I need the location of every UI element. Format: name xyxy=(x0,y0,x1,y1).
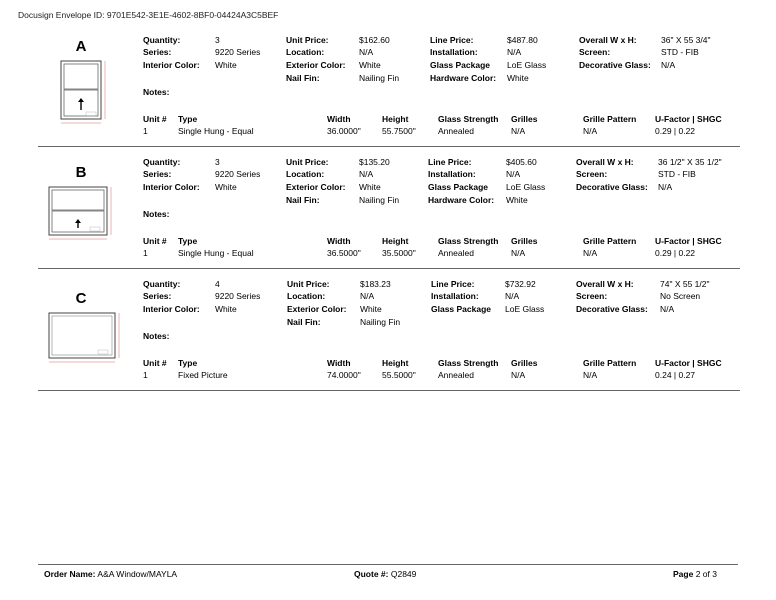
unit-no-value: 1 xyxy=(143,370,148,380)
exterior-color-value: White xyxy=(359,60,381,70)
installation-value: N/A xyxy=(505,291,520,301)
location-value: N/A xyxy=(360,291,375,301)
col-glass-strength: Glass Strength xyxy=(438,358,499,368)
quantity-label: Quantity: xyxy=(143,157,181,167)
notes-label: Notes: xyxy=(143,331,170,341)
order-name-label: Order Name: xyxy=(44,569,96,579)
page-value: 2 of 3 xyxy=(695,569,717,579)
grilles-value: N/A xyxy=(511,370,526,380)
unit-price-value: $135.20 xyxy=(359,157,390,167)
unit-price-label: Unit Price: xyxy=(286,35,329,45)
glass-package-value: LoE Glass xyxy=(505,304,545,314)
type-value: Single Hung - Equal xyxy=(178,126,254,136)
grilles-value: N/A xyxy=(511,126,526,136)
interior-color-value: White xyxy=(215,304,237,314)
glass-package-value: LoE Glass xyxy=(506,182,546,192)
location-label: Location: xyxy=(287,291,326,301)
nail-fin-value: Nailing Fin xyxy=(359,73,400,83)
quantity-value: 3 xyxy=(215,35,220,45)
screen-value: No Screen xyxy=(660,291,701,301)
location-value: N/A xyxy=(359,169,374,179)
col-ufactor: U-Factor | SHGC xyxy=(655,358,722,368)
item-letter: A xyxy=(75,38,87,55)
screen-value: STD - FIB xyxy=(661,47,699,57)
line-price-value: $732.92 xyxy=(505,279,536,289)
col-grilles: Grilles xyxy=(511,114,538,124)
nail-fin-value: Nailing Fin xyxy=(360,317,401,327)
unit-price-label: Unit Price: xyxy=(287,279,330,289)
window-thumbnail-single-hung xyxy=(46,184,122,244)
interior-color-label: Interior Color: xyxy=(143,60,200,70)
installation-value: N/A xyxy=(506,169,521,179)
glass-package-label: Glass Package xyxy=(430,60,491,70)
page-footer xyxy=(38,564,738,579)
quantity-value: 3 xyxy=(215,157,220,167)
col-grille-pattern: Grille Pattern xyxy=(583,236,637,246)
overall-label: Overall W x H: xyxy=(579,35,637,45)
series-label: Series: xyxy=(143,169,172,179)
installation-label: Installation: xyxy=(428,169,476,179)
hardware-color-value: White xyxy=(506,195,528,205)
page-label: Page xyxy=(673,569,694,579)
col-unit-no: Unit # xyxy=(143,114,167,124)
quantity-value: 4 xyxy=(215,279,220,289)
hardware-color-label: Hardware Color: xyxy=(430,73,497,83)
unit-price-label: Unit Price: xyxy=(286,157,329,167)
nail-fin-value: Nailing Fin xyxy=(359,195,400,205)
height-value: 55.5000" xyxy=(382,370,416,380)
series-value: 9220 Series xyxy=(215,47,261,57)
installation-label: Installation: xyxy=(430,47,478,57)
series-value: 9220 Series xyxy=(215,169,261,179)
col-unit-no: Unit # xyxy=(143,358,167,368)
line-price-label: Line Price: xyxy=(430,35,474,45)
screen-label: Screen: xyxy=(579,47,611,57)
item-letter: B xyxy=(75,164,87,181)
decorative-glass-label: Decorative Glass: xyxy=(579,60,651,70)
grille-pattern-value: N/A xyxy=(583,248,598,258)
decorative-glass-value: N/A xyxy=(660,304,675,314)
col-grilles: Grilles xyxy=(511,236,538,246)
col-height: Height xyxy=(382,114,409,124)
unit-price-value: $162.60 xyxy=(359,35,390,45)
interior-color-label: Interior Color: xyxy=(143,182,200,192)
overall-value: 36 1/2" X 35 1/2" xyxy=(658,157,722,167)
col-width: Width xyxy=(327,358,351,368)
col-type: Type xyxy=(178,358,198,368)
quote-number xyxy=(354,569,416,579)
order-name-value: A&A Window/MAYLA xyxy=(97,569,178,579)
order-name xyxy=(44,569,177,579)
glass-strength-value: Annealed xyxy=(438,370,474,380)
interior-color-label: Interior Color: xyxy=(143,304,200,314)
exterior-color-value: White xyxy=(360,304,382,314)
decorative-glass-value: N/A xyxy=(661,60,676,70)
overall-label: Overall W x H: xyxy=(576,157,634,167)
glass-strength-value: Annealed xyxy=(438,126,474,136)
decorative-glass-label: Decorative Glass: xyxy=(576,182,648,192)
installation-label: Installation: xyxy=(431,291,479,301)
grilles-value: N/A xyxy=(511,248,526,258)
installation-value: N/A xyxy=(507,47,522,57)
ufactor-value: 0.29 | 0.22 xyxy=(655,126,696,136)
nail-fin-label: Nail Fin: xyxy=(287,317,321,327)
notes-label: Notes: xyxy=(143,209,170,219)
grille-pattern-value: N/A xyxy=(583,126,598,136)
height-value: 55.7500" xyxy=(382,126,416,136)
hardware-color-value: White xyxy=(507,73,529,83)
overall-value: 36" X 55 3/4" xyxy=(661,35,711,45)
screen-value: STD - FIB xyxy=(658,169,696,179)
item-letter: C xyxy=(75,290,87,307)
item-divider xyxy=(38,146,740,147)
unit-no-value: 1 xyxy=(143,126,148,136)
col-ufactor: U-Factor | SHGC xyxy=(655,114,722,124)
height-value: 35.5000" xyxy=(382,248,416,258)
item-divider xyxy=(38,390,740,391)
col-grille-pattern: Grille Pattern xyxy=(583,114,637,124)
width-value: 74.0000" xyxy=(327,370,361,380)
unit-price-value: $183.23 xyxy=(360,279,391,289)
item-divider xyxy=(38,268,740,269)
interior-color-value: White xyxy=(215,60,237,70)
glass-strength-value: Annealed xyxy=(438,248,474,258)
nail-fin-label: Nail Fin: xyxy=(286,73,320,83)
col-type: Type xyxy=(178,114,198,124)
window-thumbnail-fixed-picture xyxy=(46,310,126,366)
type-value: Fixed Picture xyxy=(178,370,228,380)
exterior-color-label: Exterior Color: xyxy=(286,60,346,70)
envelope-id: Docusign Envelope ID: 9701E542-3E1E-4602-8BF0-04424A3C5BEF xyxy=(18,10,279,20)
col-unit-no: Unit # xyxy=(143,236,167,246)
hardware-color-label: Hardware Color: xyxy=(428,195,495,205)
col-type: Type xyxy=(178,236,198,246)
decorative-glass-label: Decorative Glass: xyxy=(576,304,648,314)
width-value: 36.5000" xyxy=(327,248,361,258)
location-label: Location: xyxy=(286,169,325,179)
quantity-label: Quantity: xyxy=(143,35,181,45)
line-price-label: Line Price: xyxy=(428,157,472,167)
notes-label: Notes: xyxy=(143,87,170,97)
overall-value: 74" X 55 1/2" xyxy=(660,279,710,289)
interior-color-value: White xyxy=(215,182,237,192)
line-price-value: $405.60 xyxy=(506,157,537,167)
width-value: 36.0000" xyxy=(327,126,361,136)
col-width: Width xyxy=(327,236,351,246)
page-number xyxy=(673,569,717,579)
location-value: N/A xyxy=(359,47,374,57)
series-label: Series: xyxy=(143,291,172,301)
ufactor-value: 0.29 | 0.22 xyxy=(655,248,696,258)
col-width: Width xyxy=(327,114,351,124)
screen-label: Screen: xyxy=(576,169,608,179)
col-glass-strength: Glass Strength xyxy=(438,236,499,246)
col-grilles: Grilles xyxy=(511,358,538,368)
ufactor-value: 0.24 | 0.27 xyxy=(655,370,696,380)
line-price-label: Line Price: xyxy=(431,279,475,289)
line-price-value: $487.80 xyxy=(507,35,538,45)
quote-value: Q2849 xyxy=(390,569,417,579)
exterior-color-label: Exterior Color: xyxy=(287,304,347,314)
decorative-glass-value: N/A xyxy=(658,182,673,192)
col-ufactor: U-Factor | SHGC xyxy=(655,236,722,246)
series-label: Series: xyxy=(143,47,172,57)
glass-package-label: Glass Package xyxy=(431,304,492,314)
series-value: 9220 Series xyxy=(215,291,261,301)
quantity-label: Quantity: xyxy=(143,279,181,289)
type-value: Single Hung - Equal xyxy=(178,248,254,258)
glass-package-label: Glass Package xyxy=(428,182,489,192)
unit-no-value: 1 xyxy=(143,248,148,258)
glass-package-value: LoE Glass xyxy=(507,60,547,70)
grille-pattern-value: N/A xyxy=(583,370,598,380)
window-thumbnail-single-hung xyxy=(58,58,120,128)
screen-label: Screen: xyxy=(576,291,608,301)
location-label: Location: xyxy=(286,47,325,57)
quote-label: Quote #: xyxy=(354,569,389,579)
exterior-color-label: Exterior Color: xyxy=(286,182,346,192)
col-glass-strength: Glass Strength xyxy=(438,114,499,124)
col-height: Height xyxy=(382,236,409,246)
col-grille-pattern: Grille Pattern xyxy=(583,358,637,368)
col-height: Height xyxy=(382,358,409,368)
overall-label: Overall W x H: xyxy=(576,279,634,289)
exterior-color-value: White xyxy=(359,182,381,192)
nail-fin-label: Nail Fin: xyxy=(286,195,320,205)
